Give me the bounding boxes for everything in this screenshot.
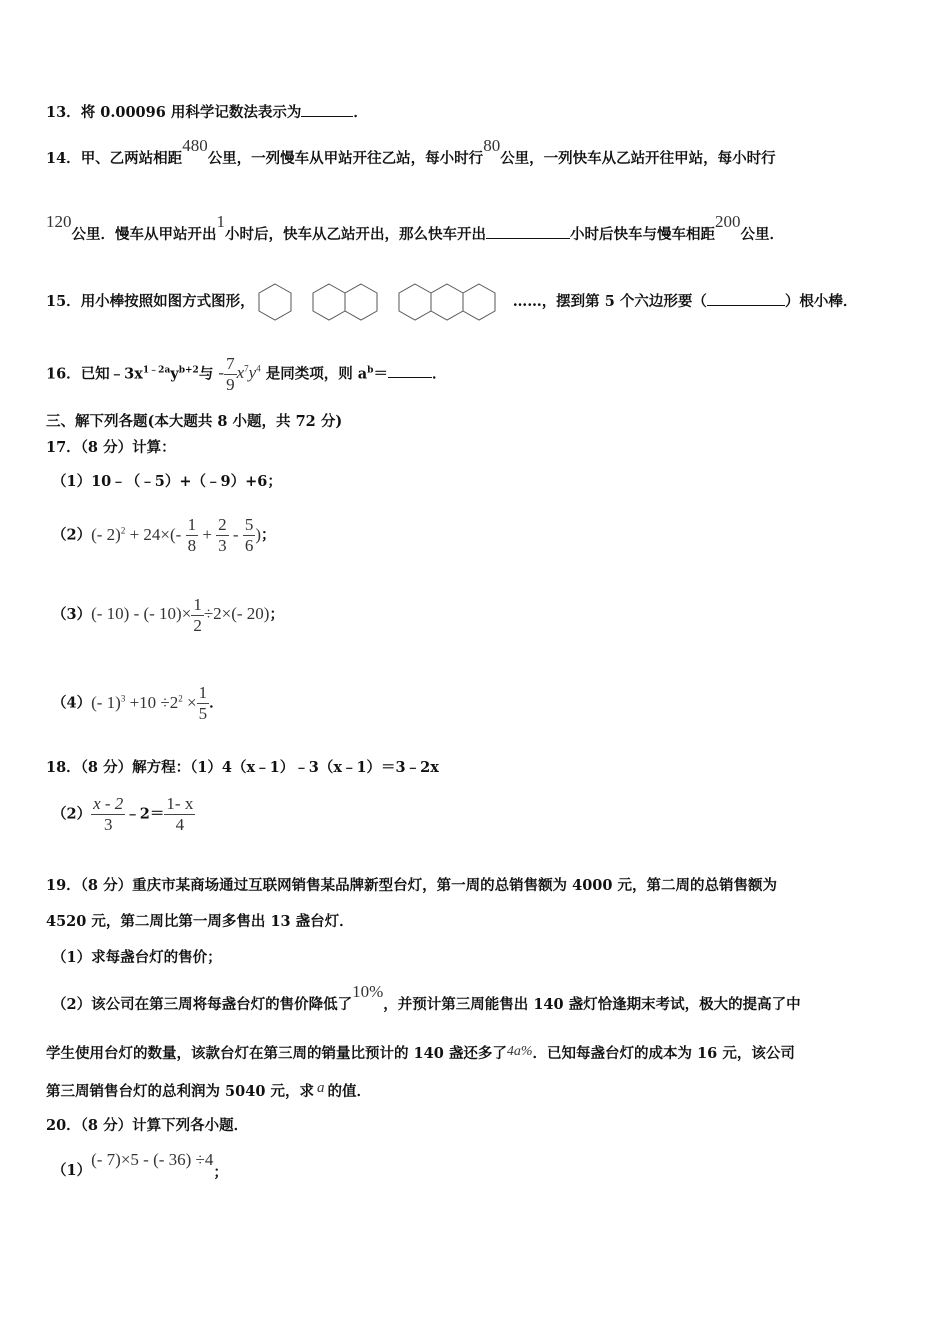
question-15: 15．用小棒按照如图方式图形， ……，摆到第 5 个六边形要（ ）根小棒． (46, 282, 857, 322)
q19-line-5: 第三周销售台灯的总利润为 5040 元，求 a 的值． (46, 1080, 371, 1100)
q19-line-4: 学生使用台灯的数量，该款台灯在第三周的销量比预计的 140 盏还多了4a%．已知每盏台灯的成本为 16 元，该公司 (46, 1044, 795, 1062)
q17-part-1: （1）10﹣（﹣5）+（﹣9）+6； (52, 473, 282, 490)
monomial-expression: - $\frac{7}{9}$ $x^7y^4$ (218, 354, 261, 394)
answer-blank (707, 291, 785, 306)
two-hexagons-figure (309, 282, 381, 322)
fraction: $\frac{1- x}{4}$ (166, 794, 194, 834)
expression: (- 10) - (- 10)× $\frac{1}{2}$ ÷2×(- 20) (91, 594, 270, 635)
q17-part-3: （3）(- 10) - (- 10)× $\frac{1}{2}$ ÷2×(- 20)； (52, 594, 284, 635)
answer-blank (301, 102, 353, 117)
three-hexagons-figure (395, 282, 499, 322)
question-16: 16．已知$﹣3x^{1﹣2a}y^{b+2}$与 - $\frac{7}{9}$ $x^7y^4$ 是同类项，则 $a^b=$ ． (46, 354, 447, 394)
expression: (- $1)^3 +10 \div 2^2$ × $\frac{1}{5}$ (91, 683, 208, 724)
one-hexagon-figure (255, 282, 295, 322)
q18-part-2: （2） $\frac{x - 2}{3}$ ﹣2＝ $\frac{1- x}{4}$ (52, 794, 194, 834)
section-3-heading: 三、解下列各题(本大题共 8 小题，共 72 分) (46, 413, 343, 430)
q20-part-1: （1）(- 7)×5 - (- 36) ÷4； (52, 1150, 228, 1181)
q17-part-4: （4）(- $1)^3 +10 \div 2^2$ × $\frac{1}{5}$ ． (52, 683, 224, 724)
question-17: 17．（8 分）计算： (46, 439, 176, 456)
question-14-cont: 120公里．慢车从甲站开出1小时后，快车从乙站开出，那么快车开出 小时后快车与慢车相距200公里． (46, 212, 784, 243)
answer-blank (388, 363, 432, 378)
question-19-line-2: 4520 元，第二周比第一周多售出 13 盏台灯． (46, 913, 354, 930)
question-14: 14．甲、乙两站相距480公里，一列慢车从甲站开往乙站，每小时行80公里，一列快车从乙站开往甲站，每小时行 (46, 136, 776, 167)
q19-part-2: （2）该公司在第三周将每盏台灯的售价降低了10%，并预计第三周能售出 140 盏灯恰逢期末考试，极大的提高了中 (52, 982, 801, 1013)
question-19: 19．（8 分）重庆市某商场通过互联网销售某品牌新型台灯，第一周的总销售额为 4000 元，第二周的总销售额为 (46, 877, 778, 894)
question-20: 20．（8 分）计算下列各小题． (46, 1117, 249, 1134)
question-13: 13．将 0.00096 用科学记数法表示为 ． (46, 104, 368, 121)
answer-blank (486, 224, 570, 239)
q19-part-1: （1）求每盏台灯的售价； (52, 949, 222, 966)
question-18: 18．（8 分）解方程：（1）4（x﹣1）﹣3（x﹣1）＝3﹣2x (46, 759, 439, 776)
fraction: $\frac{x - 2}{3}$ (93, 794, 124, 834)
expression: (- 2)$^2$ + 24×(- $\frac{1}{8}$ + $\frac{2}{3}$ - $\frac{5}{6}$ ) (91, 515, 262, 556)
q17-part-2: （2）(- 2)$^2$ + 24×(- $\frac{1}{8}$ + $\frac{2}{3}$ - $\frac{5}{6}$ )； (52, 515, 276, 556)
fraction: $\frac{7}{9}$ (226, 354, 235, 394)
